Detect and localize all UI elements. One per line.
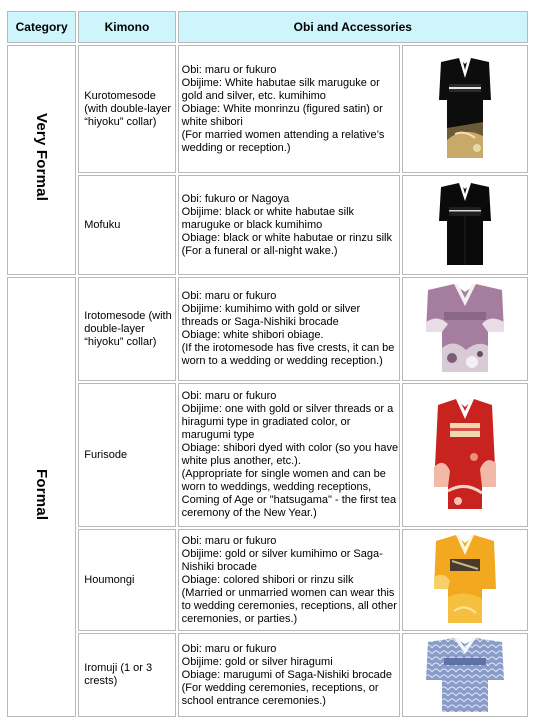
table-row — [7, 633, 528, 717]
kimono-table — [5, 9, 530, 719]
header-row — [7, 11, 528, 43]
obi-details — [178, 383, 400, 527]
table-row — [7, 529, 528, 631]
category-label: Very Formal — [33, 113, 51, 202]
furisode-kimono-image — [432, 397, 498, 513]
obiage-line: Obiage: black or white habutae or rinzu silk — [181, 231, 392, 244]
header-obi-accessories: Obi and Accessories — [178, 11, 528, 43]
note-line: (For married women attending a relative’s wedding or reception.) — [181, 128, 385, 154]
table-row — [7, 277, 528, 381]
obi-details — [178, 633, 400, 717]
note-line: (If the irotomesode has five crests, it can be worn to a wedding or wedding reception.) — [181, 342, 395, 367]
obiage-line: Obiage: shibori dyed with color (so you have white plus another, etc.). — [181, 442, 399, 467]
category-cell-very-formal — [7, 45, 76, 275]
kimono-image-cell — [402, 383, 529, 527]
kimono-name: Mofuku — [78, 175, 175, 275]
category-cell-formal — [7, 277, 76, 717]
kimono-name: Iromuji (1 or 3 crests) — [78, 633, 175, 717]
obi-line: Obi: maru or fukuro — [181, 642, 277, 655]
kimono-image-cell — [402, 633, 529, 717]
table-row — [7, 175, 528, 275]
obi-line: Obi: maru or fukuro — [181, 290, 277, 302]
kimono-name: Furisode — [78, 383, 175, 527]
kurotomesode-kimono-image — [433, 56, 497, 162]
obijime-line: Obijime: black or white habutae silk maruguke or black kumihimo — [181, 205, 355, 231]
obijime-line: Obijime: one with gold or silver threads or a hiragumi type in gradiated color, or marugumi type — [181, 403, 394, 441]
obi-details — [178, 529, 400, 631]
kimono-name: Kurotomesode (with double-layer “hiyoku” collar) — [78, 45, 175, 173]
kimono-image-cell — [402, 45, 529, 173]
obiage-line: Obiage: colored shibori or rinzu silk — [181, 573, 354, 586]
note-line: (For a funeral or all-night wake.) — [181, 244, 338, 257]
kimono-name: Houmongi — [78, 529, 175, 631]
obijime-line: Obijime: gold or silver hiragumi — [181, 655, 333, 668]
header-kimono: Kimono — [78, 11, 175, 43]
obi-details — [178, 175, 400, 275]
obi-line: Obi: maru or fukuro — [181, 63, 277, 76]
note-line: (Married or unmarried women can wear this to wedding ceremonies, receptions, all other ceremonies, or parties.) — [181, 586, 397, 625]
obi-details — [178, 45, 400, 173]
header-category: Category — [7, 11, 76, 43]
kimono-image-cell — [402, 277, 529, 381]
category-label: Formal — [33, 468, 51, 521]
obiage-line: Obiage: White monrinzu (figured satin) or white shibori — [181, 102, 383, 128]
obiage-line: Obiage: white shibori obiage. — [181, 329, 324, 341]
obi-line: Obi: fukuro or Nagoya — [181, 192, 290, 205]
obiage-line: Obiage: marugumi of Saga-Nishiki brocade — [181, 668, 392, 681]
mofuku-kimono-image — [433, 181, 497, 269]
iromuji-kimono-image — [424, 636, 506, 714]
kimono-image-cell — [402, 529, 529, 631]
obijime-line: Obijime: kumihimo with gold or silver threads or Saga-Nishiki brocade — [181, 303, 361, 328]
kimono-name: Irotomesode (with double-layer “hiyoku” collar) — [78, 277, 175, 381]
irotomesode-kimono-image — [424, 282, 506, 376]
note-line: (Appropriate for single women and can be worn to weddings, wedding receptions, Coming of Age or "hatsugama" - the first tea ceremony of the New Year.) — [181, 468, 397, 519]
obi-details — [178, 277, 400, 381]
obijime-line: Obijime: gold or silver kumihimo or Saga-Nishiki brocade — [181, 547, 383, 573]
kimono-image-cell — [402, 175, 529, 275]
houmongi-kimono-image — [432, 533, 498, 627]
table-row — [7, 383, 528, 527]
table-row — [7, 45, 528, 173]
obi-line: Obi: maru or fukuro — [181, 534, 277, 547]
obijime-line: Obijime: White habutae silk maruguke or gold and silver, etc. kumihimo — [181, 76, 380, 102]
note-line: (For wedding ceremonies, receptions, or school entrance ceremonies.) — [181, 681, 379, 707]
obi-line: Obi: maru or fukuro — [181, 390, 277, 402]
